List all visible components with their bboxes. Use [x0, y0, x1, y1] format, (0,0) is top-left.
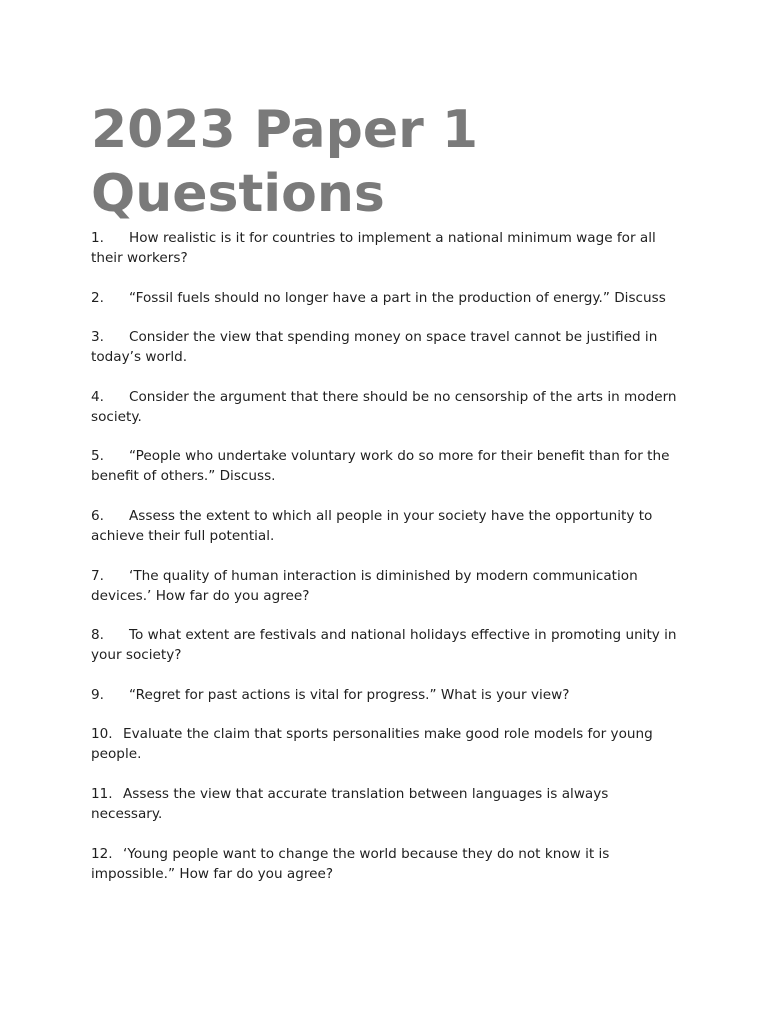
question-number: 3.: [91, 329, 104, 346]
document-page: [91, 98, 681, 903]
title-line-2: Questions: [91, 164, 385, 224]
question-number: 6.: [91, 507, 104, 524]
question-number: 11.: [91, 785, 113, 802]
question-text: Evaluate the claim that sports personalities make good role models for young people.: [91, 726, 653, 763]
question-item: [91, 784, 681, 824]
question-number: 8.: [91, 627, 104, 644]
question-item: [91, 288, 681, 308]
question-text: “Regret for past actions is vital for progress.” What is your view?: [129, 686, 570, 703]
question-item: [91, 506, 681, 546]
question-text: “People who undertake voluntary work do so more for their benefit than for the benefit of others.” Discuss.: [91, 448, 670, 485]
question-number: 7.: [91, 567, 104, 584]
question-text: Consider the view that spending money on space travel cannot be justified in today’s world.: [91, 329, 658, 366]
question-item: [91, 685, 681, 705]
question-number: 12.: [91, 845, 113, 862]
question-number: 9.: [91, 686, 104, 703]
question-number: 2.: [91, 289, 104, 306]
question-item: [91, 844, 681, 884]
question-item: [91, 625, 681, 665]
document-title: [91, 98, 681, 226]
title-line-1: 2023 Paper 1: [91, 100, 479, 160]
question-text: How realistic is it for countries to implement a national minimum wage for all their workers?: [91, 230, 656, 266]
question-number: 10.: [91, 726, 113, 743]
question-text: Consider the argument that there should be no censorship of the arts in modern society.: [91, 388, 677, 425]
question-text: “Fossil fuels should no longer have a part in the production of energy.” Discuss: [129, 289, 666, 306]
question-text: To what extent are festivals and national holidays effective in promoting unity in your society?: [91, 627, 677, 664]
question-text: Assess the extent to which all people in your society have the opportunity to achieve their full potential.: [91, 507, 653, 544]
question-item: [91, 724, 681, 764]
question-text: ‘The quality of human interaction is diminished by modern communication devices.’ How far do you agree?: [91, 567, 638, 604]
question-number: 1.: [91, 230, 104, 246]
question-item: [91, 566, 681, 606]
question-item: [91, 327, 681, 367]
question-item: [91, 387, 681, 427]
question-text: Assess the view that accurate translation between languages is always necessary.: [91, 785, 609, 822]
question-item: [91, 228, 681, 268]
questions-list: [91, 228, 681, 884]
question-number: 5.: [91, 448, 104, 465]
question-number: 4.: [91, 388, 104, 405]
question-text: ‘Young people want to change the world because they do not know it is impossible.” How far do you agree?: [91, 845, 610, 882]
question-item: [91, 446, 681, 486]
